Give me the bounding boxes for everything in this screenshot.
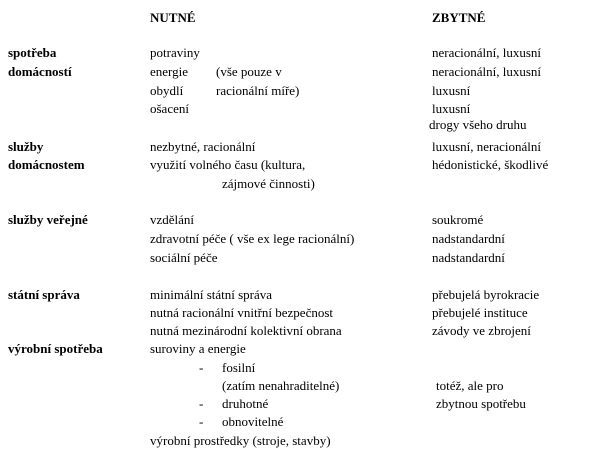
household-services-needed-item: zájmové činnosti) (222, 176, 315, 191)
production-needed-item: (zatím nenahraditelné) (222, 378, 340, 393)
household-needed-item: potraviny (150, 45, 200, 60)
state-admin-excess-item: přebujelé instituce (432, 305, 528, 320)
household-excess-item: luxusní (432, 101, 471, 116)
public-services-needed-item: zdravotní péče ( vše ex lege racionální) (150, 231, 355, 246)
production-needed-item: výrobní prostředky (stroje, stavby) (150, 433, 331, 448)
household-label-line2: domácností (8, 64, 72, 79)
public-services-excess-item: nadstandardní (432, 250, 505, 265)
household-needed-note: racionální míře) (216, 83, 300, 98)
household-services-needed-item: nezbytné, racionální (150, 139, 256, 154)
header-needed: NUTNÉ (150, 10, 196, 25)
production-bullet-dash: - (199, 360, 204, 375)
state-admin-needed-item: nutná racionální vnitřní bezpečnost (150, 305, 334, 320)
production-needed-item: obnovitelné (222, 414, 284, 429)
public-services-excess-item: soukromé (432, 212, 484, 227)
household-services-label-line1: služby (8, 139, 44, 154)
public-services-excess-item: nadstandardní (432, 231, 505, 246)
public-services-label: služby veřejné (8, 212, 88, 227)
household-label-line1: spotřeba (8, 45, 57, 60)
header-excess: ZBYTNÉ (432, 10, 486, 25)
household-services-excess-item: luxusní, neracionální (432, 139, 542, 154)
household-needed-note: (vše pouze v (216, 64, 282, 79)
household-services-excess-item: hédonistické, škodlivé (432, 157, 549, 172)
household-excess-item: neracionální, luxusní (432, 64, 542, 79)
household-excess-item: neracionální, luxusní (432, 45, 542, 60)
production-needed-item: druhotné (222, 396, 269, 411)
household-services-needed-item: využití volného času (kultura, (150, 157, 306, 172)
production-bullet-dash: - (199, 414, 204, 429)
household-services-label-line2: domácnostem (8, 157, 85, 172)
state-admin-label: státní správa (8, 287, 80, 302)
public-services-needed-item: sociální péče (150, 250, 218, 265)
public-services-needed-item: vzdělání (150, 212, 195, 227)
state-admin-needed-item: minimální státní správa (150, 287, 273, 302)
production-needed-item: suroviny a energie (150, 341, 246, 356)
household-needed-item: obydlí (150, 83, 184, 98)
production-label: výrobní spotřeba (8, 341, 103, 356)
production-bullet-dash: - (199, 396, 204, 411)
household-needed-item: energie (150, 64, 189, 79)
household-excess-item: drogy všeho druhu (429, 117, 527, 132)
production-excess-item: zbytnou spotřebu (436, 396, 526, 411)
state-admin-needed-item: nutná mezinárodní kolektivní obrana (150, 323, 342, 338)
household-needed-item: ošacení (150, 101, 189, 116)
household-excess-item: luxusní (432, 83, 471, 98)
production-needed-item: fosilní (222, 360, 256, 375)
state-admin-excess-item: závody ve zbrojení (432, 323, 531, 338)
production-excess-item: totéž, ale pro (436, 378, 504, 393)
state-admin-excess-item: přebujelá byrokracie (432, 287, 540, 302)
